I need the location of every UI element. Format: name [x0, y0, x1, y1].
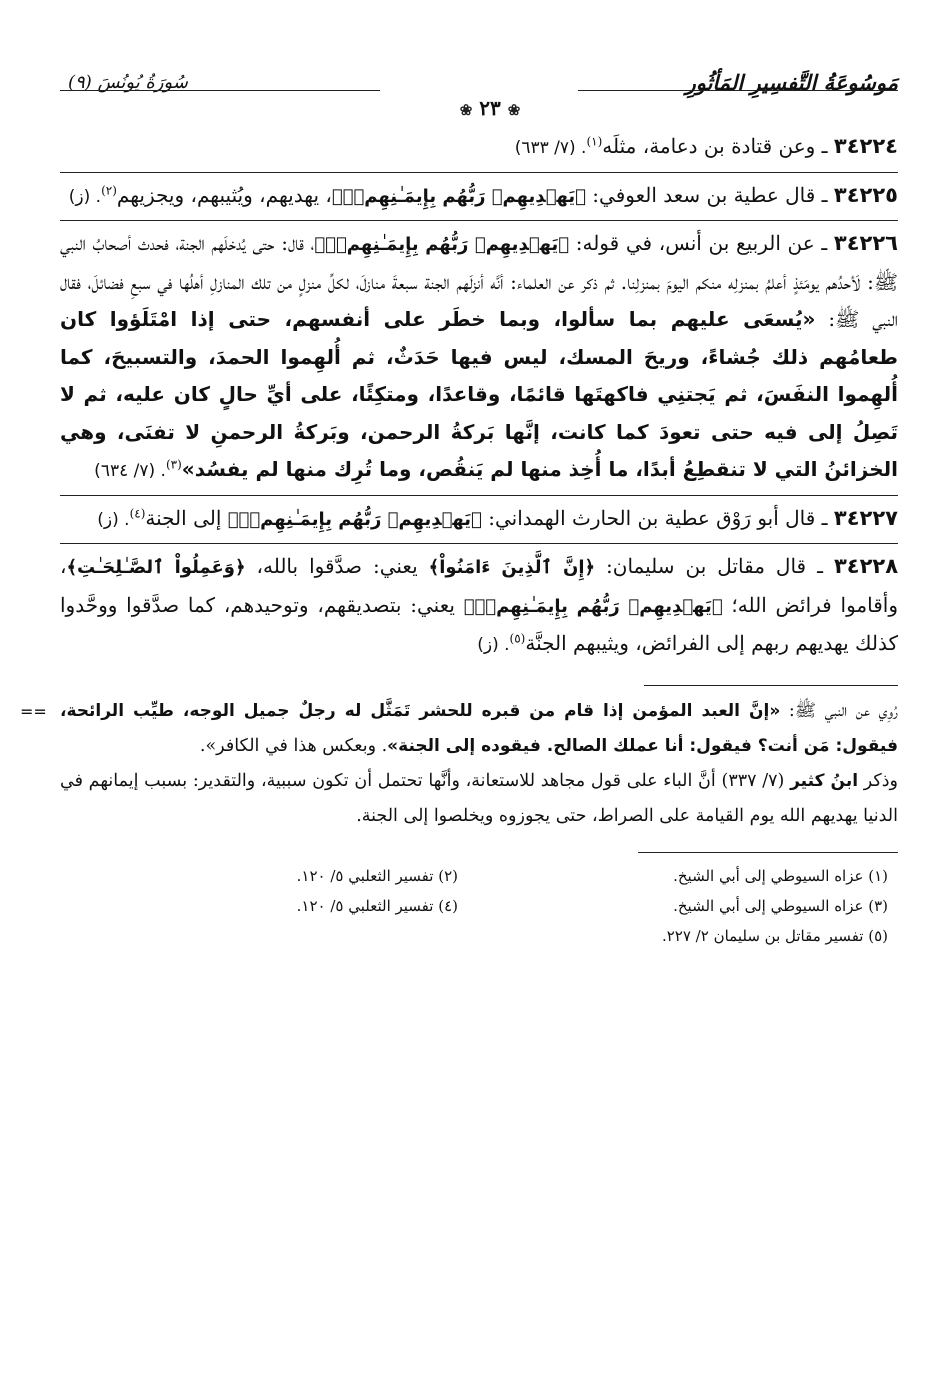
footnote-5: (٥) تفسير مقاتل بن سليمان ٢/ ٢٢٧. — [661, 926, 888, 945]
notes-separator — [638, 852, 898, 853]
page-number: ٢٣ — [479, 96, 501, 120]
footnote-3: (٣) عزاه السيوطي إلى أبي الشيخ. — [673, 896, 888, 915]
main-text — [60, 128, 898, 669]
entry-number: ٣٤٢٢٦ — [833, 231, 898, 255]
volume-reference: . (٧/ ٦٣٤) — [94, 461, 166, 481]
entry-number: ٣٤٢٢٥ — [833, 182, 898, 207]
entry-text: ، يهديهم، ويُثيبهم، ويجزيهم — [116, 182, 332, 207]
entry-text: ـ قال عطية بن سعد العوفي: — [585, 182, 834, 207]
volume-reference: . (٧/ ٦٣٣) — [514, 138, 587, 158]
book-title: مَوسُوعَةُ التَّفسِيرِ المَأثُورِ — [685, 70, 898, 95]
footnotes — [60, 861, 898, 951]
entry-text: يعني: صدَّقوا بالله، — [245, 554, 429, 578]
author-name: ابنُ كثير — [790, 770, 859, 791]
footnote-4: (٤) تفسير الثعلبي ٥/ ١٢٠. — [296, 896, 458, 915]
entry-text: ، وأقاموا فرائض الله؛ — [60, 554, 898, 617]
page-number-block — [420, 96, 560, 120]
hadith-quote: «يُسعَى عليهم بما سألوا، وبما خطَر على أنفسهم، حتى إذا امْتَلَؤوا كان طعامُهم ذلك جُشاءً، وريحَ المسك، ليس فيها حَدَثٌ، ثم أُلهِموا الحمدَ، والتسبيحَ، كما أُلهِموا النفَسَ، ثم يَجتنِي فاكهتَها قائمًا، وقاعدًا، ومتكِئًا، على أيِّ حالٍ كان عليه، ثم لا تَصِلُ إلى فيه حتى تعودَ كما كانت، إنَّها بَركةُ الرحمن، وبَركةُ الرحمنِ لا تفنَى، وهي الخزائنُ التي لا تنقطِعُ أبدًا، ما أُخِذ منها لم يَنقُص، وما تُرِك منها لم يفسُد» — [60, 307, 898, 481]
commentary-paragraph — [60, 694, 898, 764]
footnote-separator — [644, 685, 898, 686]
entry-34226 — [60, 220, 898, 495]
entry-text: ، قال: حتى يُدخلَهم الجنة، فحدث أصحابُ النبي ﷺ: لَأحدُهم يومَئذٍ أعلمُ بمنزلِه منكم اليومَ بمنزلِنا. ثم ذكر عن العلماء: أنَّه أنزلَهم الجنة سبعةَ منازلَ، لكلِّ منزلٍ من تلك المنازلِ أهلُها في سبعِ فضائلَ، فقال النبي ﷺ: — [60, 231, 898, 331]
quran-quote: ﴿يَهۡدِيهِمۡ رَبُّهُم بِإِيمَـٰنِهِمۡۖ﴾ — [463, 595, 723, 617]
footnote-marker[interactable]: (٣) — [165, 457, 182, 472]
entry-text: ـ وعن قتادة بن دعامة، مثلَه — [602, 134, 834, 158]
surah-title: سُورَةُ يُونُسَ (٩) — [68, 72, 188, 93]
volume-reference: . (ز) — [97, 509, 130, 530]
header-rule-right — [578, 90, 898, 91]
footnote-marker[interactable]: (٥) — [509, 631, 526, 646]
entry-34227 — [60, 495, 898, 544]
quran-quote: ﴿إِنَّ ٱلَّذِينَ ءَامَنُواْ﴾ — [428, 557, 596, 578]
footnote-2: (٢) تفسير الثعلبي ٥/ ١٢٠. — [296, 866, 458, 885]
quran-quote: ﴿يَهۡدِيهِمۡ رَبُّهُم بِإِيمَـٰنِهِمۡۖ﴾ — [314, 234, 570, 255]
ornament-icon: ❀ — [459, 101, 473, 119]
entry-number: ٣٤٢٢٤ — [833, 134, 898, 158]
entry-text: ـ قال أبو رَوْق عطية بن الحارث الهمداني: — [481, 505, 834, 530]
commentary-text: وذكر — [858, 770, 899, 791]
header-rule-left — [60, 90, 380, 91]
footnotes-column-right — [558, 861, 888, 951]
quran-quote: ﴿يَهۡدِيهِمۡ رَبُّهُم بِإِيمَـٰنِهِمۡۖ﴾ — [331, 185, 586, 207]
entry-number: ٣٤٢٢٧ — [833, 505, 898, 530]
entry-34224 — [60, 128, 898, 172]
footnote-marker[interactable]: (٢) — [101, 182, 117, 197]
volume-reference: . (ز) — [68, 186, 102, 207]
entry-34225 — [60, 172, 898, 221]
quran-quote: ﴿وَعَمِلُواْ ٱلصَّـٰلِحَـٰتِ﴾ — [66, 557, 246, 578]
hadith-quote: «إنَّ العبد المؤمن إذا قام من قبره للحشر تَمَثَّل له رجلٌ جميل الوجه، طيِّب الرائحة، فيقول: مَن أنت؟ فيقول: أنا عملك الصالح. فيقوده إلى الجنة» — [60, 700, 898, 756]
entry-text: ـ قال مقاتل بن سليمان: — [595, 554, 834, 578]
footnote-1: (١) عزاه السيوطي إلى أبي الشيخ. — [673, 866, 888, 885]
volume-reference: . (ز) — [477, 635, 510, 655]
entry-text: ـ عن الربيع بن أنس، في قوله: — [569, 231, 834, 255]
commentary-text: . وبعكس هذا في الكافر». — [199, 735, 388, 756]
entry-text: يعني: بتصديقهم، وتوحيدهم، كما صدَّقوا ووحَّدوا كذلك يهديهم ربهم إلى الفرائض، ويثيبهم الجنَّة — [60, 592, 898, 655]
footnote-commentary — [20, 694, 899, 834]
ornament-icon: ❀ — [507, 101, 521, 119]
commentary-paragraph — [60, 764, 898, 834]
commentary-text: رُوِي عن النبي ﷺ: — [780, 700, 898, 721]
footnotes-column-left — [198, 861, 458, 921]
footnote-marker[interactable]: (١) — [586, 134, 603, 149]
page-header — [60, 62, 898, 118]
continuation-mark: == — [20, 701, 47, 721]
entry-34228 — [60, 543, 898, 669]
quran-quote: ﴿يَهۡدِيهِمۡ رَبُّهُم بِإِيمَـٰنِهِمۡۖ﴾ — [227, 508, 482, 530]
commentary-text: (٧/ ٣٣٧) أنَّ الباء على قول مجاهد للاستعانة، وأنَّها تحتمل أن تكون سببية، والتقدير: بسبب إيمانهم في الدنيا يهديهم الله يوم القيامة على الصراط، حتى يجوزوه ويخلصوا إلى الجنة. — [60, 770, 898, 826]
page — [20, 62, 899, 1362]
entry-number: ٣٤٢٢٨ — [833, 554, 899, 578]
entry-text: إلى الجنة — [145, 505, 228, 530]
footnote-marker[interactable]: (٤) — [129, 505, 146, 520]
